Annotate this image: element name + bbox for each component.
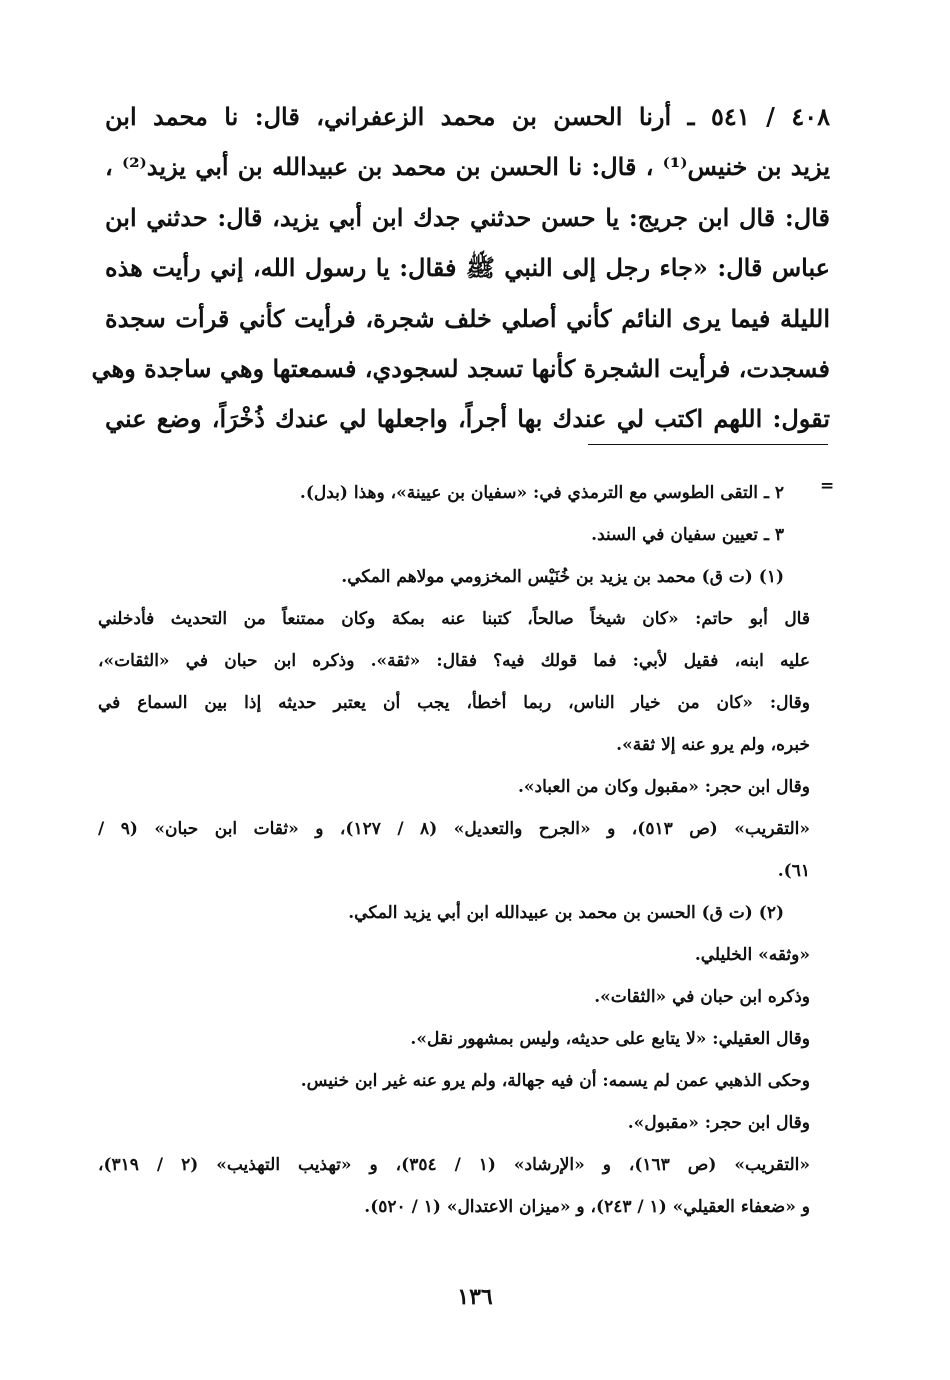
footnote-line: «التقريب» (ص ٥١٣)، و «الجرح والتعديل» (٨ / ١٢٧)، و «ثقات ابن حبان» (٩ / [98,819,810,839]
main-text-block [91,92,831,445]
footnote-continuation-marker: = [820,476,835,496]
footnote-line: وقال: «كان من خيار الناس، ربما أخطأ، يجب أن يعتبر حديثه إذا بين السماع في [98,693,810,713]
page-number: ١٣٦ [457,1284,493,1310]
footnote-divider [588,444,828,445]
footnote-line: ٣ ـ تعيين سفيان في السند. [591,525,784,545]
footnote-line: «وثقه» الخليلي. [694,945,810,965]
footnote-line: وذكره ابن حبان في «الثقات». [594,987,810,1007]
footnote-line: وقال ابن حجر: «مقبول». [627,1113,810,1133]
footnote-line: وحكى الذهبي عمن لم يسمه: أن فيه جهالة، ولم يرو عنه غير ابن خنيس. [300,1071,810,1091]
footnote-line: وقال ابن حجر: «مقبول وكان من العباد». [517,777,810,797]
main-text-line: ٤٠٨ / ٥٤١ ـ أرنا الحسن بن محمد الزعفراني، قال: نا محمد ابن [105,102,830,131]
footnote-line: ٦١). [777,861,810,881]
footnote-line: ٢ ـ التقى الطوسي مع الترمذي في: «سفيان بن عيينة»، وهذا (بدل). [299,483,784,503]
main-text-line: عباس قال: «جاء رجل إلى النبي ﷺ فقال: يا رسول الله، إني رأيت هذه [105,253,831,283]
main-text-line: قال: قال ابن جريج: يا حسن حدثني جدك ابن أبي يزيد، قال: حدثني ابن [105,202,830,232]
footnote-line: و «ضعفاء العقيلي» (١ / ٢٤٣)، و «ميزان الاعتدال» (١ / ٥٢٠). [364,1197,810,1217]
main-text-line: فسجدت، فرأيت الشجرة كأنها تسجد لسجودي، فسمعتها وهي ساجدة وهي [91,353,830,383]
footnote-line: عليه ابنه، فقيل لأبي: فما قولك فيه؟ فقال: «ثقة». وذكره ابن حبان في «الثقات»، [98,651,810,671]
footnote-line: «التقريب» (ص ١٦٣)، و «الإرشاد» (١ / ٣٥٤)، و «تهذيب التهذيب» (٢ / ٣١٩)، [98,1155,811,1175]
main-text-line: الليلة فيما يرى النائم كأني أصلي خلف شجرة، فرأيت كأني قرأت سجدة [105,303,830,333]
footnote-line: (١) (ت ق) محمد بن يزيد بن خُنَيْس المخزومي مولاهم المكي. [341,567,784,587]
footnote-line: خبره، ولم يرو عنه إلا ثقة». [616,735,810,755]
footnote-line: قال أبو حاتم: «كان شيخاً صالحاً، كتبنا عنه بمكة وكان ممتنعاً من التحديث فأدخلني [98,609,810,629]
main-text-line: تقول: اللهم اكتب لي عندك بها أجراً، واجعلها لي عندك ذُخْرَاً، وضع عني [105,404,830,434]
footnote-line: وقال العقيلي: «لا يتابع على حديثه، وليس بمشهور نقل». [410,1029,810,1049]
footnotes-block [98,472,810,1228]
footnote-line: (٢) (ت ق) الحسن بن محمد بن عبيدالله ابن أبي يزيد المكي. [348,903,784,923]
main-text-line: يزيد بن خنيس⁽¹⁾ ، قال: نا الحسن بن محمد بن عبيدالله بن أبي يزيد⁽²⁾ ، [105,152,830,182]
